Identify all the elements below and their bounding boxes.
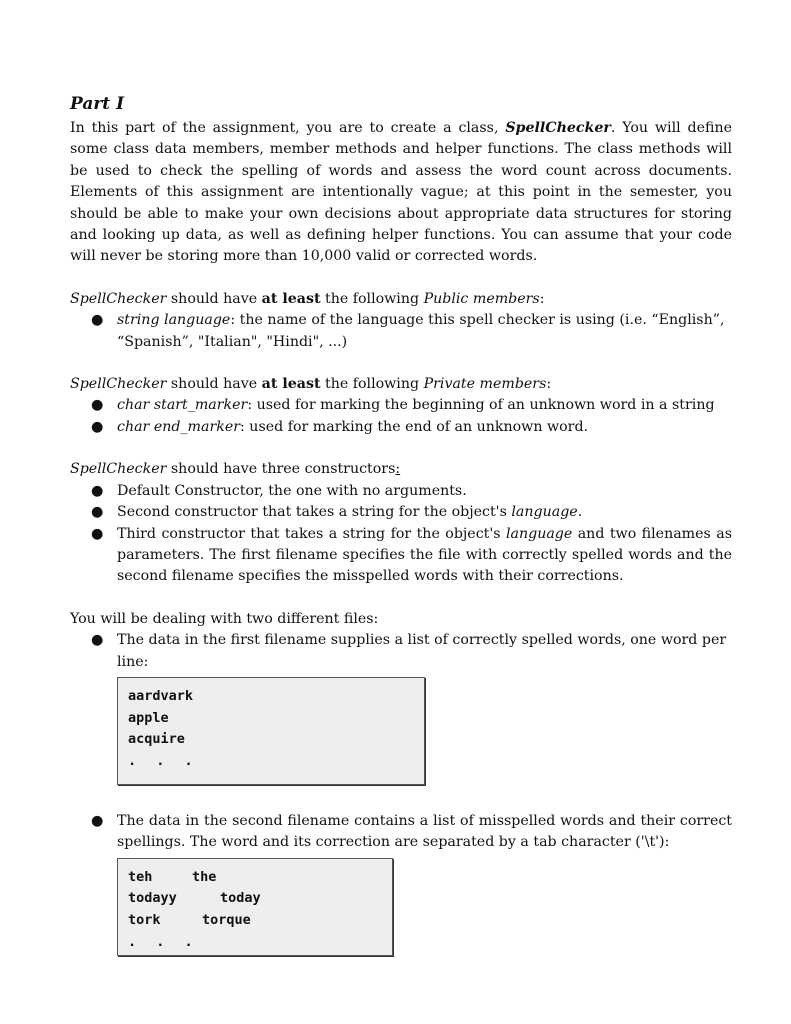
list-item: ● Third constructor that takes a string for the object's language and two filenames as parameters. The first filename specifies the file with correctly spelled words and the second filename specifies the misspelled words with their corrections. bbox=[91, 525, 732, 585]
misspelled-words-code-box bbox=[117, 858, 393, 956]
public-members-intro: SpellChecker should have at least the following Public members: bbox=[70, 290, 545, 307]
bullet-icon: ● bbox=[91, 812, 104, 829]
public-members-list bbox=[70, 310, 732, 353]
files-list-2 bbox=[70, 811, 732, 854]
class-name: SpellChecker bbox=[505, 120, 611, 136]
list-item: ● Default Constructor, the one with no arguments. bbox=[70, 481, 732, 502]
list-item: ● Second constructor that takes a string for the object's language. bbox=[70, 502, 732, 523]
code-line: apple bbox=[128, 709, 169, 726]
code-ellipsis: . . . bbox=[128, 752, 199, 769]
document-content bbox=[70, 90, 732, 956]
list-item: ● char start_marker: used for marking the beginning of an unknown word in a string bbox=[70, 395, 732, 416]
bullet-icon: ● bbox=[91, 504, 104, 521]
section-heading: Part I bbox=[70, 94, 125, 114]
code-line: aardvark bbox=[128, 687, 194, 704]
code-row: tork torque bbox=[128, 911, 251, 928]
list-item: ● string language: the name of the language this spell checker is using (i.e. “English”, “Spanish”, "Italian", "Hindi", ...) bbox=[91, 312, 725, 350]
bullet-icon: ● bbox=[91, 525, 104, 542]
list-item: ● char end_marker: used for marking the end of an unknown word. bbox=[70, 417, 732, 438]
list-item: ● The data in the second filename contains a list of misspelled words and their correct spellings. The word and its correction are separated by a tab character ('\t'): bbox=[91, 812, 732, 851]
private-members-intro: SpellChecker should have at least the following Private members: bbox=[70, 376, 552, 393]
code-row: teh the bbox=[128, 868, 217, 885]
files-intro: You will be dealing with two different files: bbox=[70, 610, 379, 627]
list-item: ● The data in the first filename supplies a list of correctly spelled words, one word per line: bbox=[91, 632, 727, 670]
code-row: todayy today bbox=[128, 890, 261, 907]
bullet-icon: ● bbox=[91, 312, 104, 329]
bullet-icon: ● bbox=[91, 418, 104, 435]
correct-words-code-box bbox=[117, 677, 425, 785]
intro-paragraph: In this part of the assignment, you are to create a class, SpellChecker. You will define some class data members, member methods and helper functions. The class methods will be used to check the spelling of words and assess the word count across documents. Elements of this assignment are intentionally vague; at this point in the semester, you should be able to make your own decisions about appropriate data structures for storing and looking up data, as well as defining helper functions. You can assume that your code will never be storing more than 10,000 valid or corrected words. bbox=[70, 120, 732, 265]
code-line: acquire bbox=[128, 731, 185, 748]
constructors-intro: SpellChecker should have three constructors: bbox=[70, 461, 401, 478]
private-members-list bbox=[70, 395, 732, 438]
constructors-list bbox=[70, 481, 732, 588]
bullet-icon: ● bbox=[91, 397, 104, 414]
code-ellipsis: . . . bbox=[128, 933, 199, 950]
bullet-icon: ● bbox=[91, 632, 104, 649]
files-list bbox=[70, 630, 732, 673]
bullet-icon: ● bbox=[91, 482, 104, 499]
